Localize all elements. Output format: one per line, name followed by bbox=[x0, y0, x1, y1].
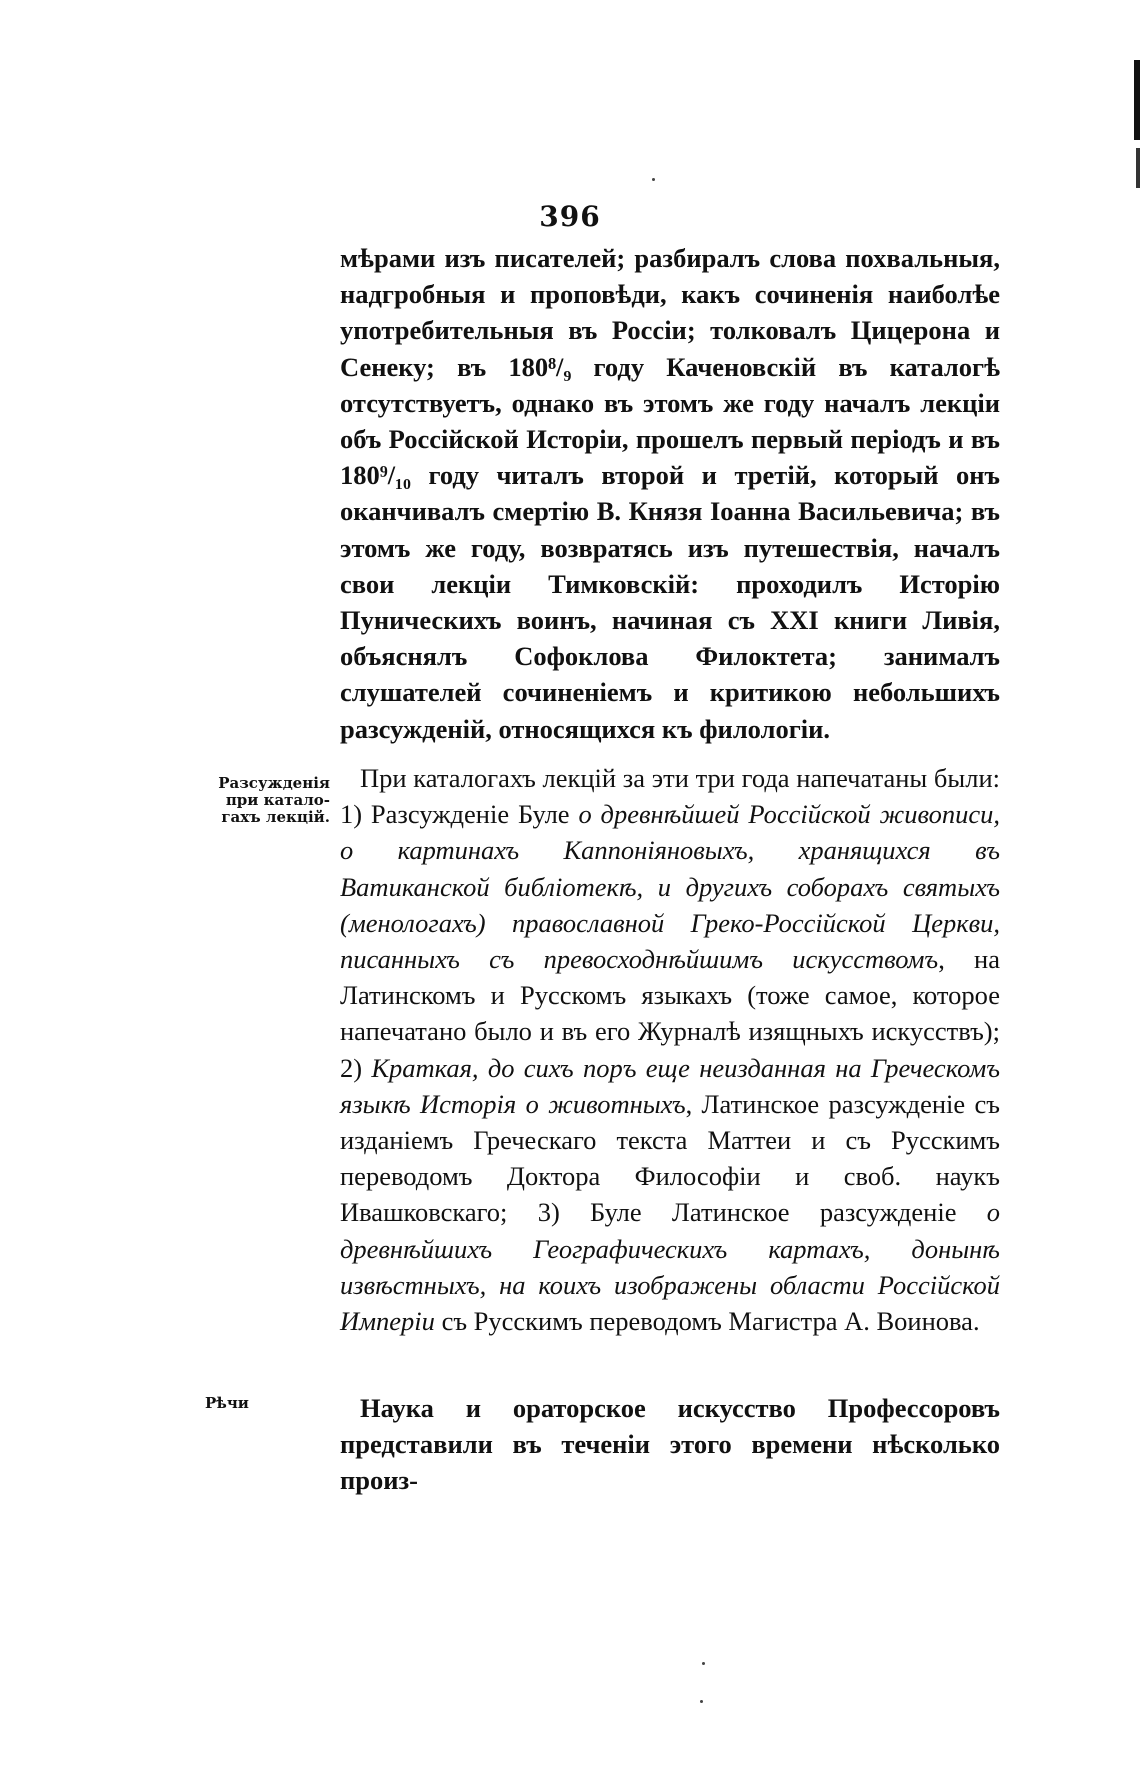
paragraph-catalog-publications bbox=[340, 760, 1000, 1339]
page-number: 396 bbox=[539, 200, 601, 233]
paragraph-text: мѣрами изъ писателей; разбиралъ слова похвальныя, надгробныя и проповѣди, какъ сочиненія наиболѣе употребительныя въ Россіи; толковалъ Цицерона и Сенеку; въ 180⁸/₉ году Каченовскій въ каталогѣ отсутствуетъ, однако въ этомъ же году началъ лекціи объ Россійской Исторіи, прошелъ первый періодъ и въ 180⁹/₁₀ году читалъ второй и третій, который онъ оканчивалъ смертію В. Князя Іоанна Васильевича; въ этомъ же году, возвратясь изъ путешествія, началъ свои лекціи Тимковскій: проходилъ Исторію Пуническихъ воинъ, начиная съ XXI книги Ливія, объяснялъ Софоклова Филоктета; занималъ слушателей сочиненіемъ и критикою небольшихъ разсужденій, относящихся къ филологіи. bbox=[340, 243, 1000, 744]
page-edge-mark bbox=[1136, 148, 1140, 188]
paragraph-speeches bbox=[340, 1390, 1000, 1499]
italic-title: о древнѣйшихъ Географическихъ картахъ, донынѣ извѣстныхъ, на коихъ изображены области Россійской Имперіи bbox=[340, 1197, 1000, 1337]
scan-speck bbox=[652, 178, 655, 181]
paragraph-text bbox=[340, 760, 1000, 1339]
text-run: , на Латинскомъ и Русскомъ языкахъ (тоже самое, которое напечатано было и въ его Журналѣ изящныхъ искусствъ); 2) bbox=[340, 944, 1000, 1083]
italic-title: о древнѣйшей Россійской живописи, о картинахъ Каппоніяновыхъ, хранящихся въ Ватиканской библіотекѣ, и другихъ соборахъ святыхъ (менологахъ) православной Греко-Россійской Церкви, писанныхъ съ превосходнѣйшимъ искусствомъ bbox=[340, 799, 1000, 975]
scan-speck bbox=[702, 1662, 705, 1665]
margin-note-line: при катало- bbox=[225, 791, 330, 809]
margin-note-discourses bbox=[205, 775, 330, 826]
italic-title: Краткая, до сихъ поръ еще неизданная на Греческомъ языкѣ Исторія о животныхъ bbox=[340, 1052, 1000, 1119]
paragraph-text: Наука и ораторское искусство Профессоровъ представили въ теченіи этого времени нѣсколько произ- bbox=[340, 1393, 1000, 1496]
margin-note-line: Рѣчи bbox=[205, 1394, 249, 1412]
margin-note-line: гахъ лекцій. bbox=[221, 808, 330, 826]
text-run: , Латинское разсужденіе съ изданіемъ Греческаго текста Маттеи и съ Русскимъ переводомъ Доктора Философіи и своб. наукъ Ивашковскаго; 3) Буле Латинское разсужденіе bbox=[340, 1088, 1000, 1228]
margin-note-line: Разсужденія bbox=[218, 774, 330, 792]
page-edge-mark bbox=[1134, 60, 1140, 140]
paragraph-lectures bbox=[340, 240, 1000, 747]
scan-speck bbox=[700, 1700, 703, 1703]
text-run: съ Русскимъ переводомъ Магистра А. Воинова. bbox=[434, 1306, 980, 1337]
text-run: При каталогахъ лекцій за эти три года напечатаны были: 1) Разсужденіе Буле bbox=[340, 763, 1000, 830]
margin-note-speeches bbox=[205, 1395, 330, 1412]
